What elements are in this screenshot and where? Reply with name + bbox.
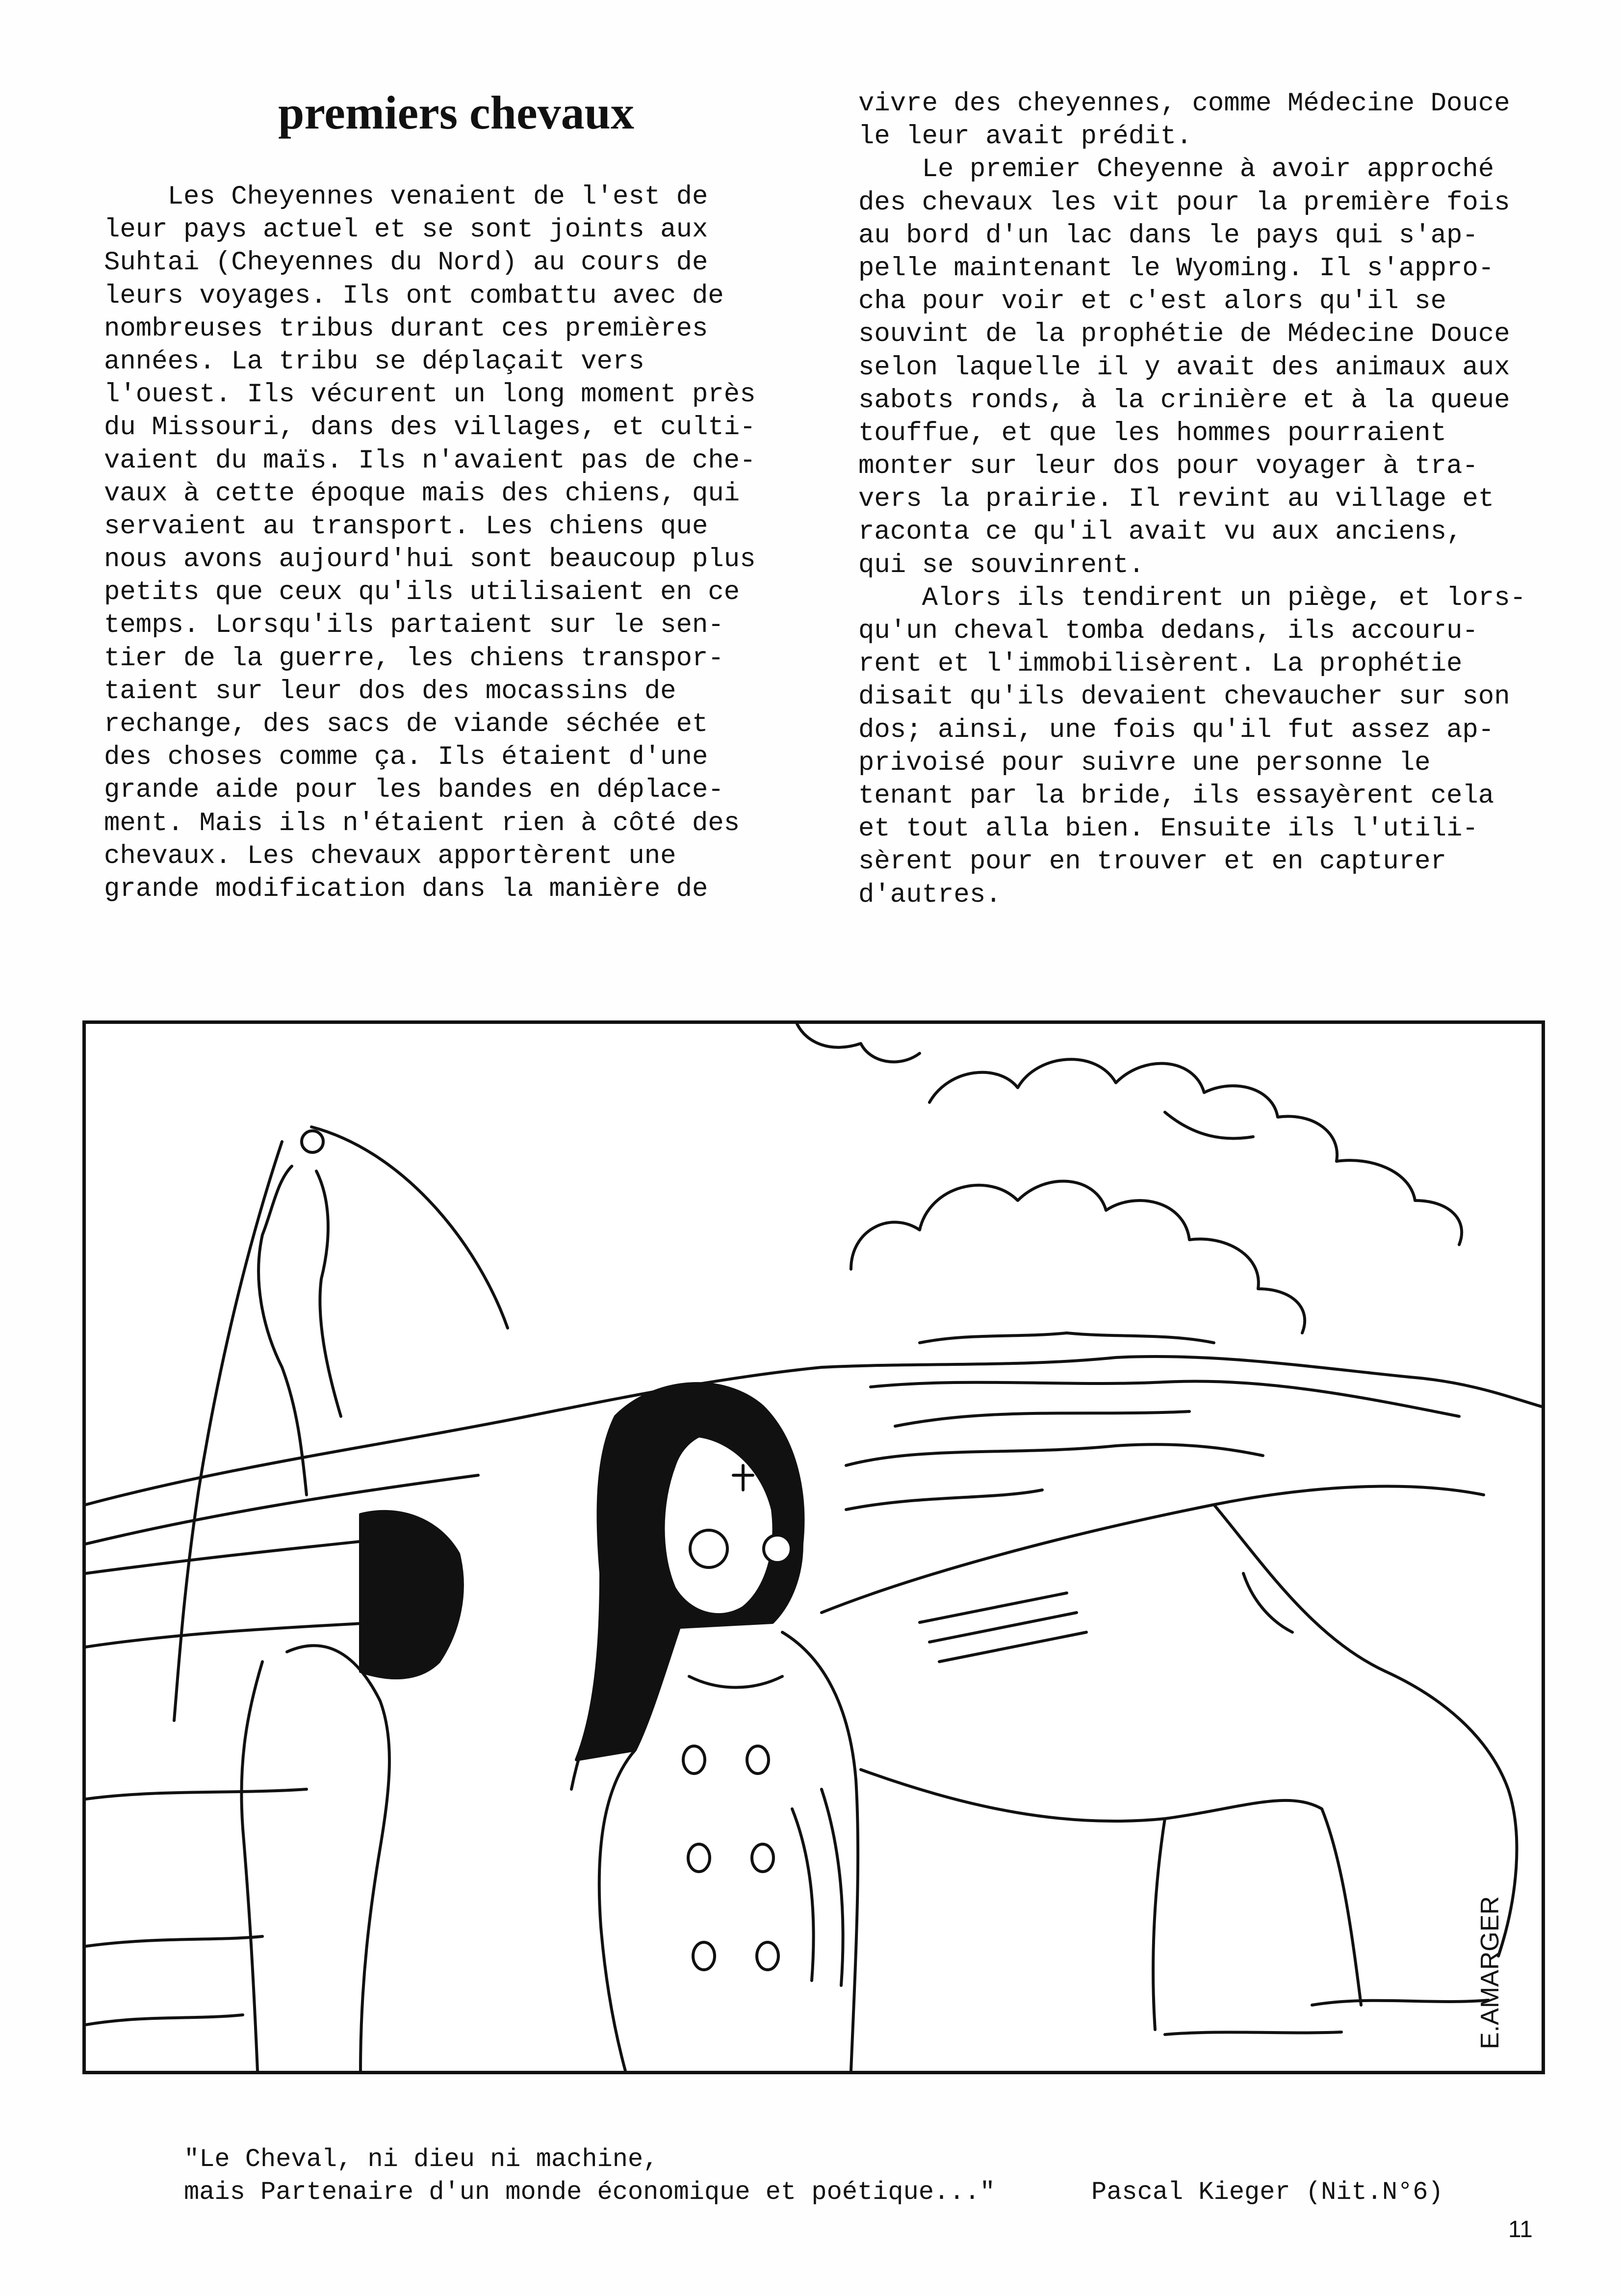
text-line: tenant par la bride, ils essayèrent cela	[858, 781, 1494, 811]
text-line: disait qu'ils devaient chevaucher sur son	[858, 682, 1510, 712]
horse-drawing	[822, 1487, 1517, 2030]
text-line: des chevaux les vit pour la première fois	[858, 187, 1510, 218]
text-line: temps. Lorsqu'ils partaient sur le sen-	[104, 610, 724, 641]
text-line: Suhtai (Cheyennes du Nord) au cours de	[104, 248, 708, 278]
right-text-column	[858, 87, 1526, 912]
text-line: taient sur leur dos des mocassins de	[104, 676, 676, 706]
text-line: monter sur leur dos pour voyager à tra-	[858, 451, 1478, 482]
text-line: servaient au transport. Les chiens que	[104, 511, 708, 542]
text-line: raconta ce qu'il avait vu aux anciens,	[858, 517, 1463, 548]
quote-author: Pascal Kieger (Nit.N°6)	[1091, 2178, 1443, 2207]
quote-block	[184, 2143, 995, 2209]
text-line: ment. Mais ils n'étaient rien à côté des	[104, 808, 740, 838]
text-line: nous avons aujourd'hui sont beaucoup plus	[104, 545, 756, 575]
text-line: rechange, des sacs de viande séchée et	[104, 709, 708, 739]
text-line: privoisé pour suivre une personne le	[858, 748, 1431, 778]
quote-line-2: mais Partenaire d'un monde économique et poétique..."	[184, 2178, 995, 2207]
text-line: chevaux. Les chevaux apportèrent une	[104, 841, 676, 871]
text-line: touffue, et que les hommes pourraient	[858, 418, 1446, 448]
text-line: leurs voyages. Ils ont combattu avec de	[104, 281, 724, 311]
text-line: rent et l'immobilisèrent. La prophétie	[858, 649, 1463, 679]
text-line: d'autres.	[858, 880, 1002, 910]
text-line: vivre des cheyennes, comme Médecine Douce	[858, 89, 1510, 119]
article-title: premiers chevaux	[278, 86, 635, 139]
quote-line-1: "Le Cheval, ni dieu ni machine,	[184, 2145, 659, 2174]
text-line: pelle maintenant le Wyoming. Il s'appro-	[858, 253, 1494, 284]
text-line: leur pays actuel et se sont joints aux	[104, 215, 708, 245]
text-line: dos; ainsi, une fois qu'il fut assez ap-	[858, 715, 1494, 745]
text-line: tier de la guerre, les chiens transpor-	[104, 643, 724, 674]
text-line: petits que ceux qu'ils utilisaient en ce	[104, 577, 740, 608]
left-text-column	[104, 181, 771, 906]
text-line: vaient du maïs. Ils n'avaient pas de che-	[104, 445, 756, 476]
text-line: vaux à cette époque mais des chiens, qui	[104, 478, 740, 509]
text-line: sabots ronds, à la crinière et à la queue	[858, 385, 1510, 416]
text-line: grande modification dans la manière de	[104, 874, 708, 904]
text-line: des choses comme ça. Ils étaient d'une	[104, 742, 708, 773]
woman-figure-drawing	[571, 1383, 858, 2071]
text-line: au bord d'un lac dans le pays qui s'ap-	[858, 220, 1478, 251]
text-line: Le premier Cheyenne à avoir approché	[858, 155, 1494, 185]
text-line: années. La tribu se déplaçait vers	[104, 346, 644, 377]
text-line: du Missouri, dans des villages, et culti-	[104, 413, 756, 443]
clouds-drawing	[797, 1024, 1462, 1343]
text-line: grande aide pour les bandes en déplace-	[104, 775, 724, 806]
text-line: qui se souvinrent.	[858, 550, 1145, 580]
text-line: Alors ils tendirent un piège, et lors-	[858, 583, 1526, 613]
text-line: sèrent pour en trouver et en capturer	[858, 847, 1446, 877]
text-line: selon laquelle il y avait des animaux aux	[858, 352, 1510, 383]
artist-signature: E.AMARGER	[1476, 1896, 1504, 2049]
text-line: souvint de la prophétie de Médecine Douce	[858, 319, 1510, 350]
text-line: cha pour voir et c'est alors qu'il se	[858, 287, 1446, 317]
text-line: et tout alla bien. Ensuite ils l'utili-	[858, 814, 1478, 844]
page-number: 11	[1508, 2217, 1533, 2243]
ink-illustration	[82, 1020, 1545, 2074]
text-line: Les Cheyennes venaient de l'est de	[104, 182, 708, 212]
text-line: l'ouest. Ils vécurent un long moment près	[104, 380, 756, 410]
text-line: le leur avait prédit.	[858, 122, 1192, 152]
archer-figure-drawing	[241, 1166, 462, 2071]
text-line: qu'un cheval tomba dedans, ils accouru-	[858, 616, 1478, 646]
text-line: vers la prairie. Il revint au village et	[858, 484, 1494, 515]
text-line: nombreuses tribus durant ces premières	[104, 313, 708, 344]
